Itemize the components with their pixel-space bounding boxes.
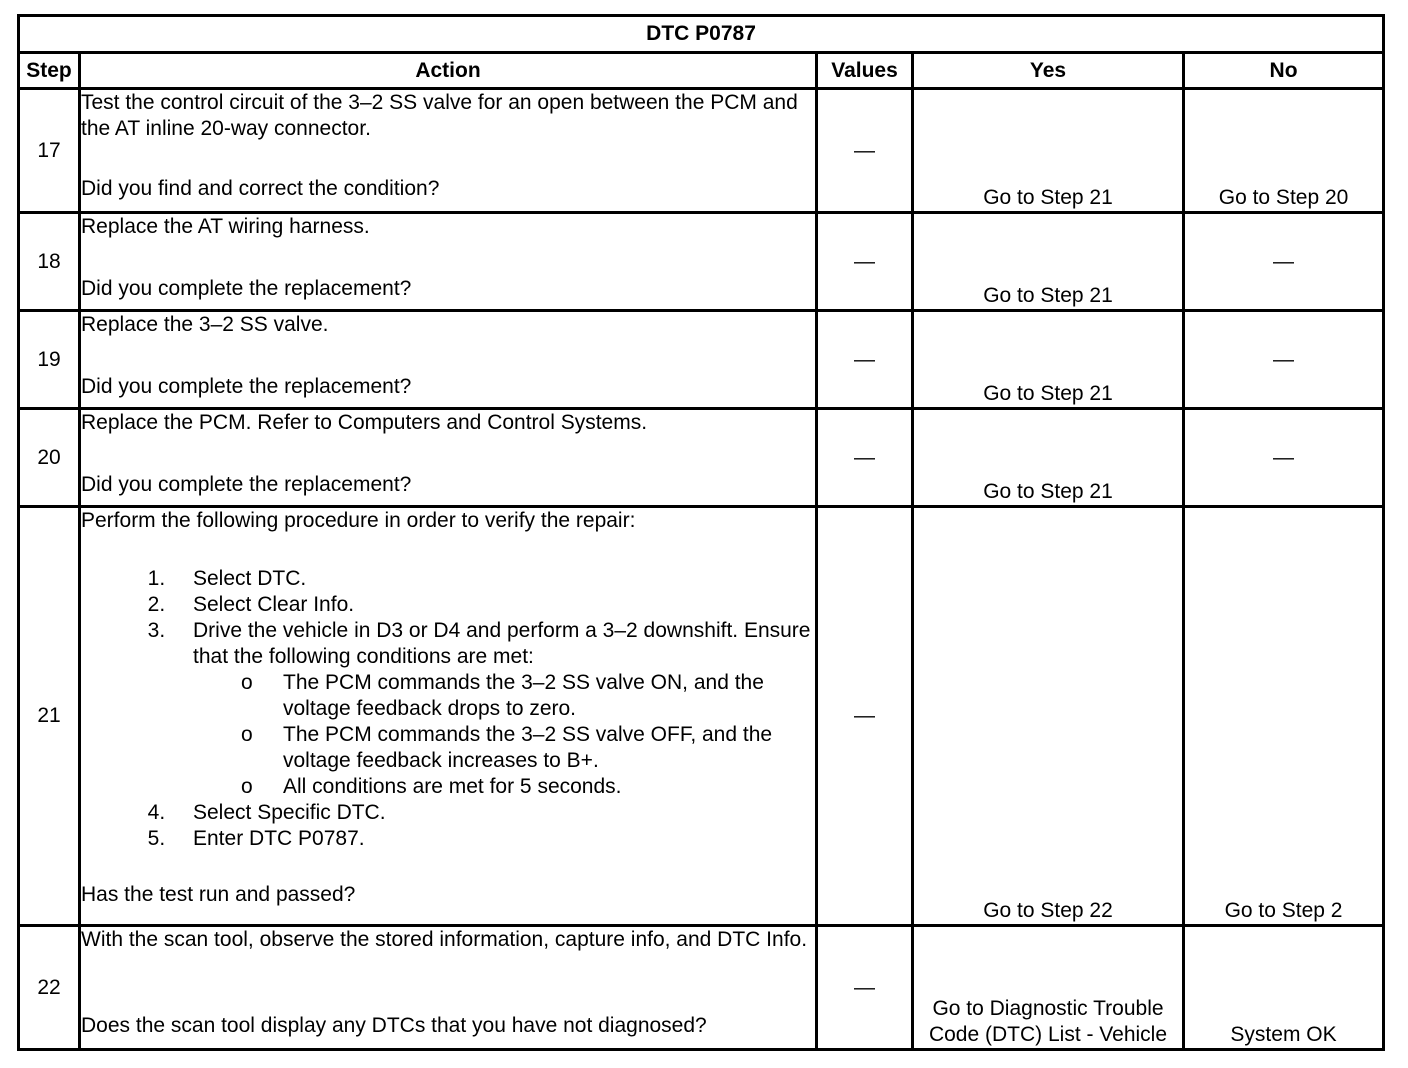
- action-question: Did you complete the replacement?: [81, 375, 412, 398]
- action-cell: [80, 89, 817, 213]
- action-text: Replace the PCM. Refer to Computers and Control Systems.: [81, 411, 648, 434]
- dtc-table: [17, 14, 1385, 1051]
- condition-item: o All conditions are met for 5 seconds.: [283, 774, 815, 800]
- yes-cell: Go to Step 21: [913, 213, 1184, 311]
- no-cell: System OK: [1184, 926, 1384, 1050]
- action-question: Does the scan tool display any DTCs that you have not diagnosed?: [81, 1014, 707, 1037]
- yes-cell: Go to Step 21: [913, 311, 1184, 409]
- table-title: DTC P0787: [19, 16, 1384, 53]
- action-cell: [80, 409, 817, 507]
- yes-cell: Go to Step 21: [913, 89, 1184, 213]
- action-text: Replace the 3–2 SS valve.: [81, 313, 329, 336]
- header-step: Step: [19, 53, 80, 89]
- condition-item: o The PCM commands the 3–2 SS valve OFF, and the voltage feedback increases to B+.: [283, 722, 815, 774]
- yes-cell: Go to Step 21: [913, 409, 1184, 507]
- step-number: 17: [19, 89, 80, 213]
- procedure-step-text: Drive the vehicle in D3 or D4 and perform a 3–2 downshift. Ensure that the following conditions are met:: [193, 619, 811, 668]
- table-row: [19, 507, 1384, 926]
- action-question: Has the test run and passed?: [81, 883, 356, 906]
- values-cell: —: [817, 89, 913, 213]
- action-cell: [80, 311, 817, 409]
- procedure-step: 4. Select Specific DTC.: [171, 800, 815, 826]
- values-cell: —: [817, 409, 913, 507]
- table-row: [19, 409, 1384, 507]
- action-cell: [80, 926, 817, 1050]
- table-row: [19, 311, 1384, 409]
- table-row: [19, 213, 1384, 311]
- no-cell: —: [1184, 311, 1384, 409]
- step-number: 18: [19, 213, 80, 311]
- action-question: Did you complete the replacement?: [81, 277, 412, 300]
- condition-item: o The PCM commands the 3–2 SS valve ON, and the voltage feedback drops to zero.: [283, 670, 815, 722]
- no-cell: —: [1184, 213, 1384, 311]
- yes-cell: Go to Step 22: [913, 507, 1184, 926]
- conditions-list: [193, 670, 815, 800]
- step-number: 19: [19, 311, 80, 409]
- header-action: Action: [80, 53, 817, 89]
- procedure-step: 5. Enter DTC P0787.: [171, 826, 815, 852]
- table-row: [19, 89, 1384, 213]
- action-question: Did you complete the replacement?: [81, 473, 412, 496]
- header-yes: Yes: [913, 53, 1184, 89]
- action-text: Test the control circuit of the 3–2 SS valve for an open between the PCM and the AT inline 20-way connector.: [81, 91, 798, 140]
- values-cell: —: [817, 507, 913, 926]
- action-question: Did you find and correct the condition?: [81, 177, 440, 200]
- action-text: With the scan tool, observe the stored information, capture info, and DTC Info.: [81, 928, 808, 951]
- procedure-step: 2. Select Clear Info.: [171, 592, 815, 618]
- header-values: Values: [817, 53, 913, 89]
- values-cell: —: [817, 213, 913, 311]
- no-cell: —: [1184, 409, 1384, 507]
- procedure-step: [171, 618, 815, 800]
- action-cell: [80, 213, 817, 311]
- yes-cell: Go to Diagnostic Trouble Code (DTC) List - Vehicle: [913, 926, 1184, 1050]
- procedure-list: [81, 566, 815, 852]
- step-number: 20: [19, 409, 80, 507]
- table-row: [19, 926, 1384, 1050]
- step-number: 21: [19, 507, 80, 926]
- no-cell: Go to Step 20: [1184, 89, 1384, 213]
- header-no: No: [1184, 53, 1384, 89]
- procedure-step: 1. Select DTC.: [171, 566, 815, 592]
- step-number: 22: [19, 926, 80, 1050]
- action-text: Replace the AT wiring harness.: [81, 215, 370, 238]
- values-cell: —: [817, 311, 913, 409]
- no-cell: Go to Step 2: [1184, 507, 1384, 926]
- values-cell: —: [817, 926, 913, 1050]
- action-cell: [80, 507, 817, 926]
- action-text: Perform the following procedure in order to verify the repair:: [81, 509, 636, 532]
